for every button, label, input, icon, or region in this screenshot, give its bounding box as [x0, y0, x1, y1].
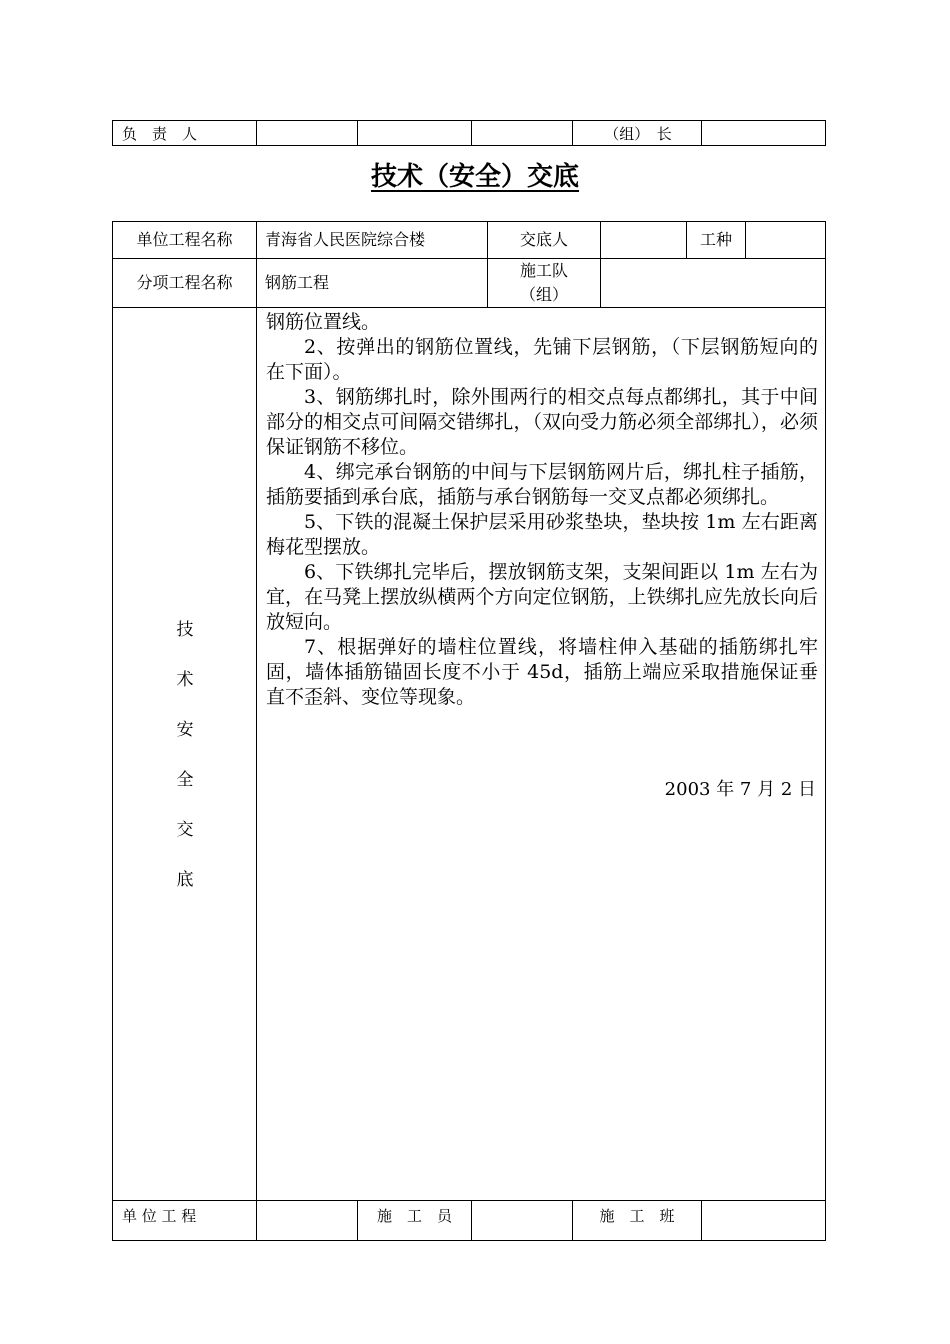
- crew-label-line2: （组）: [519, 285, 568, 304]
- unit-project-value: 青海省人民医院综合楼: [265, 230, 426, 249]
- side-label-char: 术: [176, 670, 194, 690]
- construction-worker-label: 施 工 员: [376, 1207, 452, 1225]
- sub-project-value: 钢筋工程: [265, 273, 330, 292]
- unit-project-label: 单位工程名称: [136, 230, 233, 249]
- group-leader-label: （组） 长: [604, 125, 672, 143]
- side-label-char: 全: [176, 770, 194, 790]
- crew-label-line1: 施工队: [519, 261, 568, 280]
- content-item-7: 7、根据弹好的墙柱位置线，将墙柱伸入基础的插筋绑扎牢固，墙体插筋锚固长度不小于 45d，插筋上端应采取措施保证垂直不歪斜、变位等现象。: [266, 636, 818, 708]
- responsible-label: 负 责 人: [122, 125, 198, 143]
- trade-label: 工种: [699, 230, 732, 249]
- sub-project-label: 分项工程名称: [136, 273, 233, 292]
- disclosure-content: [266, 310, 818, 710]
- side-label-char: 交: [176, 820, 194, 840]
- content-item-4: 4、绑完承台钢筋的中间与下层钢筋网片后，绑扎柱子插筋，插筋要插到承台底，插筋与承台钢筋每一交叉点都必须绑扎。: [266, 461, 818, 508]
- unit-signature-label: 单 位 工 程: [122, 1207, 197, 1225]
- briefer-value-field: [601, 225, 686, 255]
- content-line: 钢筋位置线。: [266, 311, 381, 333]
- side-label-char: 安: [176, 720, 194, 740]
- page-title-text: 技术（安全）交底: [370, 162, 579, 192]
- construction-team-field: [702, 1205, 824, 1235]
- content-item-5: 5、下铁的混凝土保护层采用砂浆垫块，垫块按 1m 左右距离梅花型摆放。: [266, 511, 818, 558]
- construction-team-label: 施 工 班: [599, 1207, 675, 1225]
- crew-value-field: [601, 262, 825, 302]
- disclosure-date: 2003 年 7 月 2 日: [664, 779, 816, 800]
- unit-signature-field: [258, 1205, 356, 1235]
- briefer-label: 交底人: [519, 230, 568, 249]
- trade-value-field: [746, 225, 825, 255]
- side-label-char: 底: [176, 870, 194, 890]
- page-title: [0, 156, 950, 193]
- content-item-3: 3、钢筋绑扎时，除外围两行的相交点每点都绑扎，其于中间部分的相交点可间隔交错绑扎，（双向受力筋必须全部绑扎），必须保证钢筋不移位。: [266, 386, 818, 458]
- construction-worker-field: [472, 1205, 571, 1235]
- side-label-vertical: [113, 620, 257, 920]
- content-item-2: 2、按弹出的钢筋位置线，先铺下层钢筋，（下层钢筋短向的在下面）。: [266, 336, 818, 383]
- content-item-6: 6、下铁绑扎完毕后，摆放钢筋支架，支架间距以 1m 左右为宜，在马凳上摆放纵横两个方向定位钢筋，上铁绑扎应先放长向后放短向。: [266, 561, 818, 633]
- side-label-char: 技: [176, 620, 194, 640]
